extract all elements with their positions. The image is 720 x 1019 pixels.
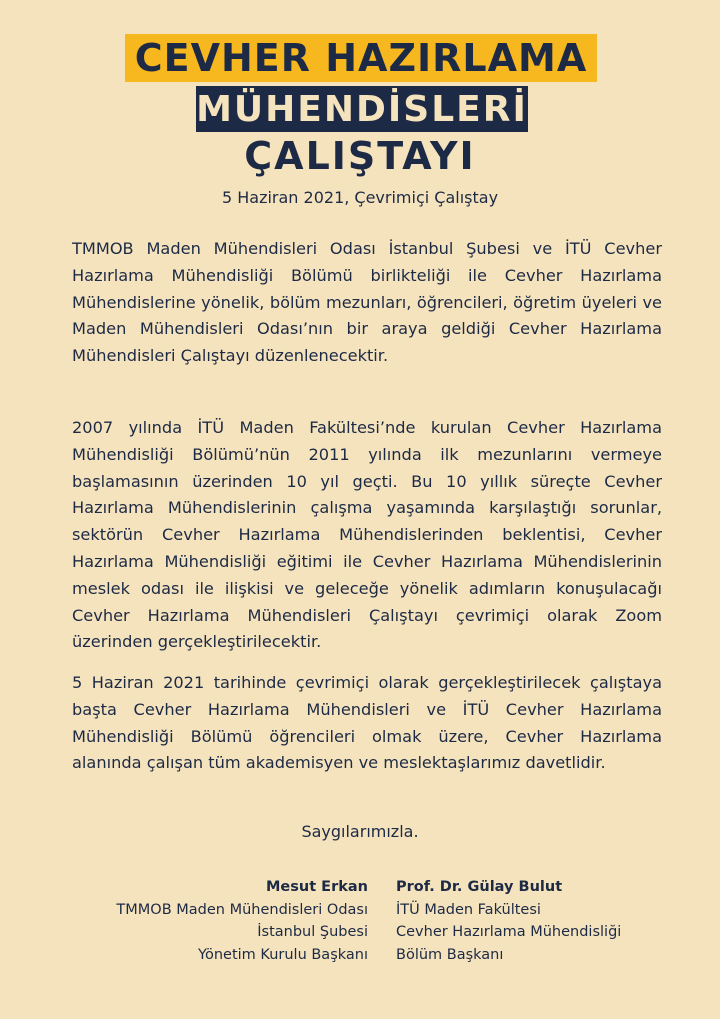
signature-right-name: Prof. Dr. Gülay Bulut (396, 879, 563, 895)
signature-right-line-3: Bölüm Başkanı (396, 946, 504, 963)
signature-left-name: Mesut Erkan (265, 879, 368, 895)
signature-left-line-3: Yönetim Kurulu Başkanı (198, 946, 368, 963)
signature-left (116, 876, 368, 966)
event-date-subtitle: 5 Haziran 2021, Çevrimiçi Çalıştay (221, 188, 499, 207)
paragraph-intro: TMMOB Maden Mühendisleri Odası İstanbul Şubesi ve İTÜ Cevher Hazırlama Mühendisliği Bölümü birlikteliği ile Cevher Hazırlama Mühendislerine yönelik, bölüm mezunları, öğrencileri, öğretim üyeleri ve Maden Mühendisleri Odası’nın bir araya geldiği Cevher Hazırlama Mühendisleri Çalıştayı düzenlenecektir. (72, 239, 662, 366)
signature-right (396, 876, 621, 966)
signature-left-line-1: TMMOB Maden Mühendisleri Odası (116, 901, 368, 918)
title-line-2: MÜHENDİSLERİ (196, 86, 528, 132)
signature-right-line-1: İTÜ Maden Fakültesi (396, 901, 541, 918)
signature-right-line-2: Cevher Hazırlama Mühendisliği (396, 924, 622, 940)
closing-greeting: Saygılarımızla. (301, 822, 419, 841)
title-line-3: ÇALIŞTAYI (244, 134, 476, 178)
paragraph-invitation: 5 Haziran 2021 tarihinde çevrimiçi olarak gerçekleştirilecek çalıştaya başta Cevher Hazırlama Mühendisleri ve İTÜ Cevher Hazırlama Mühendisliği Bölümü öğrencileri olmak üzere, Cevher Hazırlama alanında çalışan tüm akademisyen ve meslektaşlarımız davetlidir. (72, 673, 662, 773)
signature-left-line-2: İstanbul Şubesi (257, 924, 368, 940)
paragraph-background: 2007 yılında İTÜ Maden Fakültesi’nde kurulan Cevher Hazırlama Mühendisliği Bölümü’nün 2011 yılında ilk mezunlarını vermeye başlamasının üzerinden 10 yıl geçti. Bu 10 yıllık süreçte Cevher Hazırlama Mühendislerinin çalışma yaşamında karşılaştığı sorunlar, sektörün Cevher Hazırlama Mühendislerinden beklentisi, Cevher Hazırlama Mühendisliği eğitimi ile Cevher Hazırlama Mühendislerinin meslek odası ile ilişkisi ve geleceğe yönelik adımların konuşulacağı Cevher Hazırlama Mühendisleri Çalıştayı çevrimiçi olarak Zoom üzerinden gerçekleştirilecektir. (72, 418, 662, 652)
title-line-1: CEVHER HAZIRLAMA (125, 34, 597, 82)
